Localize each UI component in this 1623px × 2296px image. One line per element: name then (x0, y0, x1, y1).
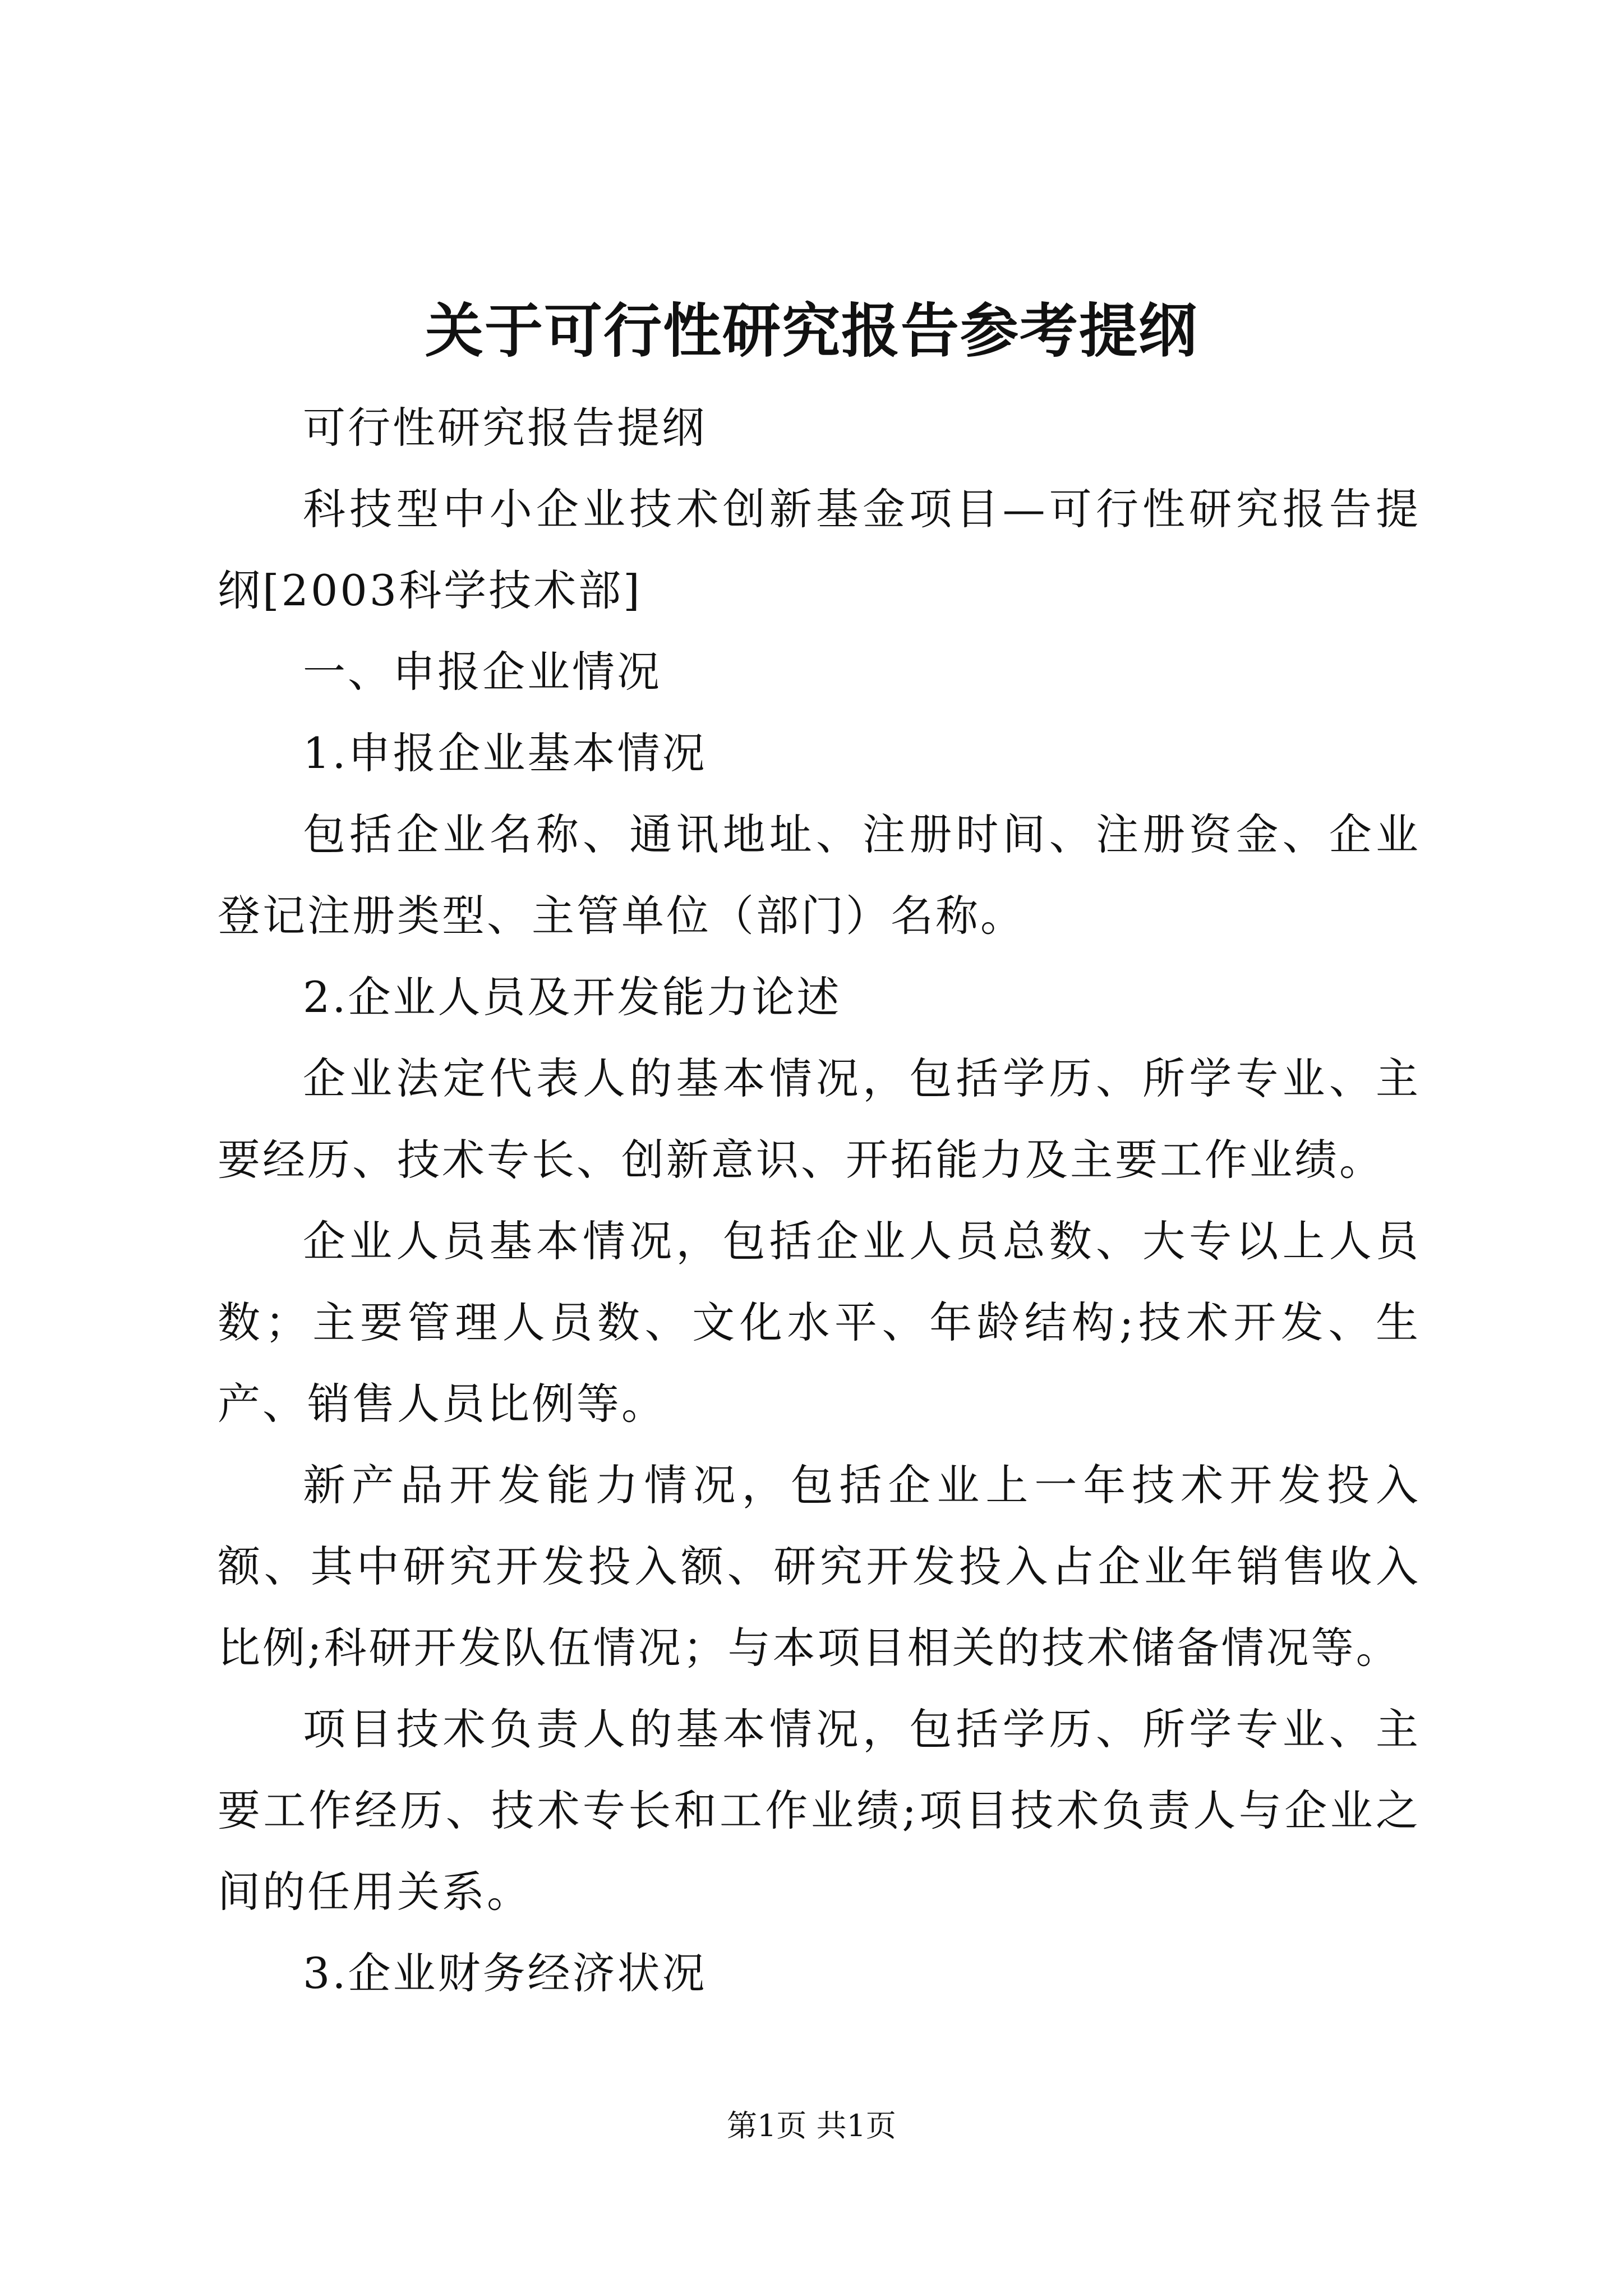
page-footer: 第1页 共1页 (727, 2108, 896, 2143)
paragraph-fund-outline: 科技型中小企业技术创新基金项目—可行性研究报告提纲[2003科学技术部] (218, 484, 1421, 615)
document-title: 关于可行性研究报告参考提纲 (425, 296, 1198, 365)
paragraph-staff-info: 企业人员基本情况，包括企业人员总数、大专以上人员数；主要管理人员数、文化水平、年龄结构;技术开发、生产、销售人员比例等。 (218, 1216, 1421, 1429)
paragraph-development-capability: 新产品开发能力情况，包括企业上一年技术开发投入额、其中研究开发投入额、研究开发投入占企业年销售收入比例;科研开发队伍情况；与本项目相关的技术储备情况等。 (218, 1460, 1421, 1673)
subsection-heading-3: 3.企业财务经济状况 (303, 1948, 707, 1998)
subsection-heading-2: 2.企业人员及开发能力论述 (303, 972, 842, 1022)
section-heading-1: 一、申报企业情况 (303, 647, 662, 697)
paragraph-company-info: 包括企业名称、通讯地址、注册时间、注册资金、企业登记注册类型、主管单位（部门）名称。 (218, 809, 1421, 941)
subsection-heading-1: 1.申报企业基本情况 (303, 728, 707, 778)
paragraph-technical-lead: 项目技术负责人的基本情况，包括学历、所学专业、主要工作经历、技术专长和工作业绩;项目技术负责人与企业之间的任用关系。 (218, 1704, 1421, 1917)
paragraph-legal-representative: 企业法定代表人的基本情况，包括学历、所学专业、主要经历、技术专长、创新意识、开拓能力及主要工作业绩。 (218, 1053, 1421, 1185)
document-body (218, 387, 1421, 2014)
paragraph-heading-outline: 可行性研究报告提纲 (303, 403, 707, 453)
